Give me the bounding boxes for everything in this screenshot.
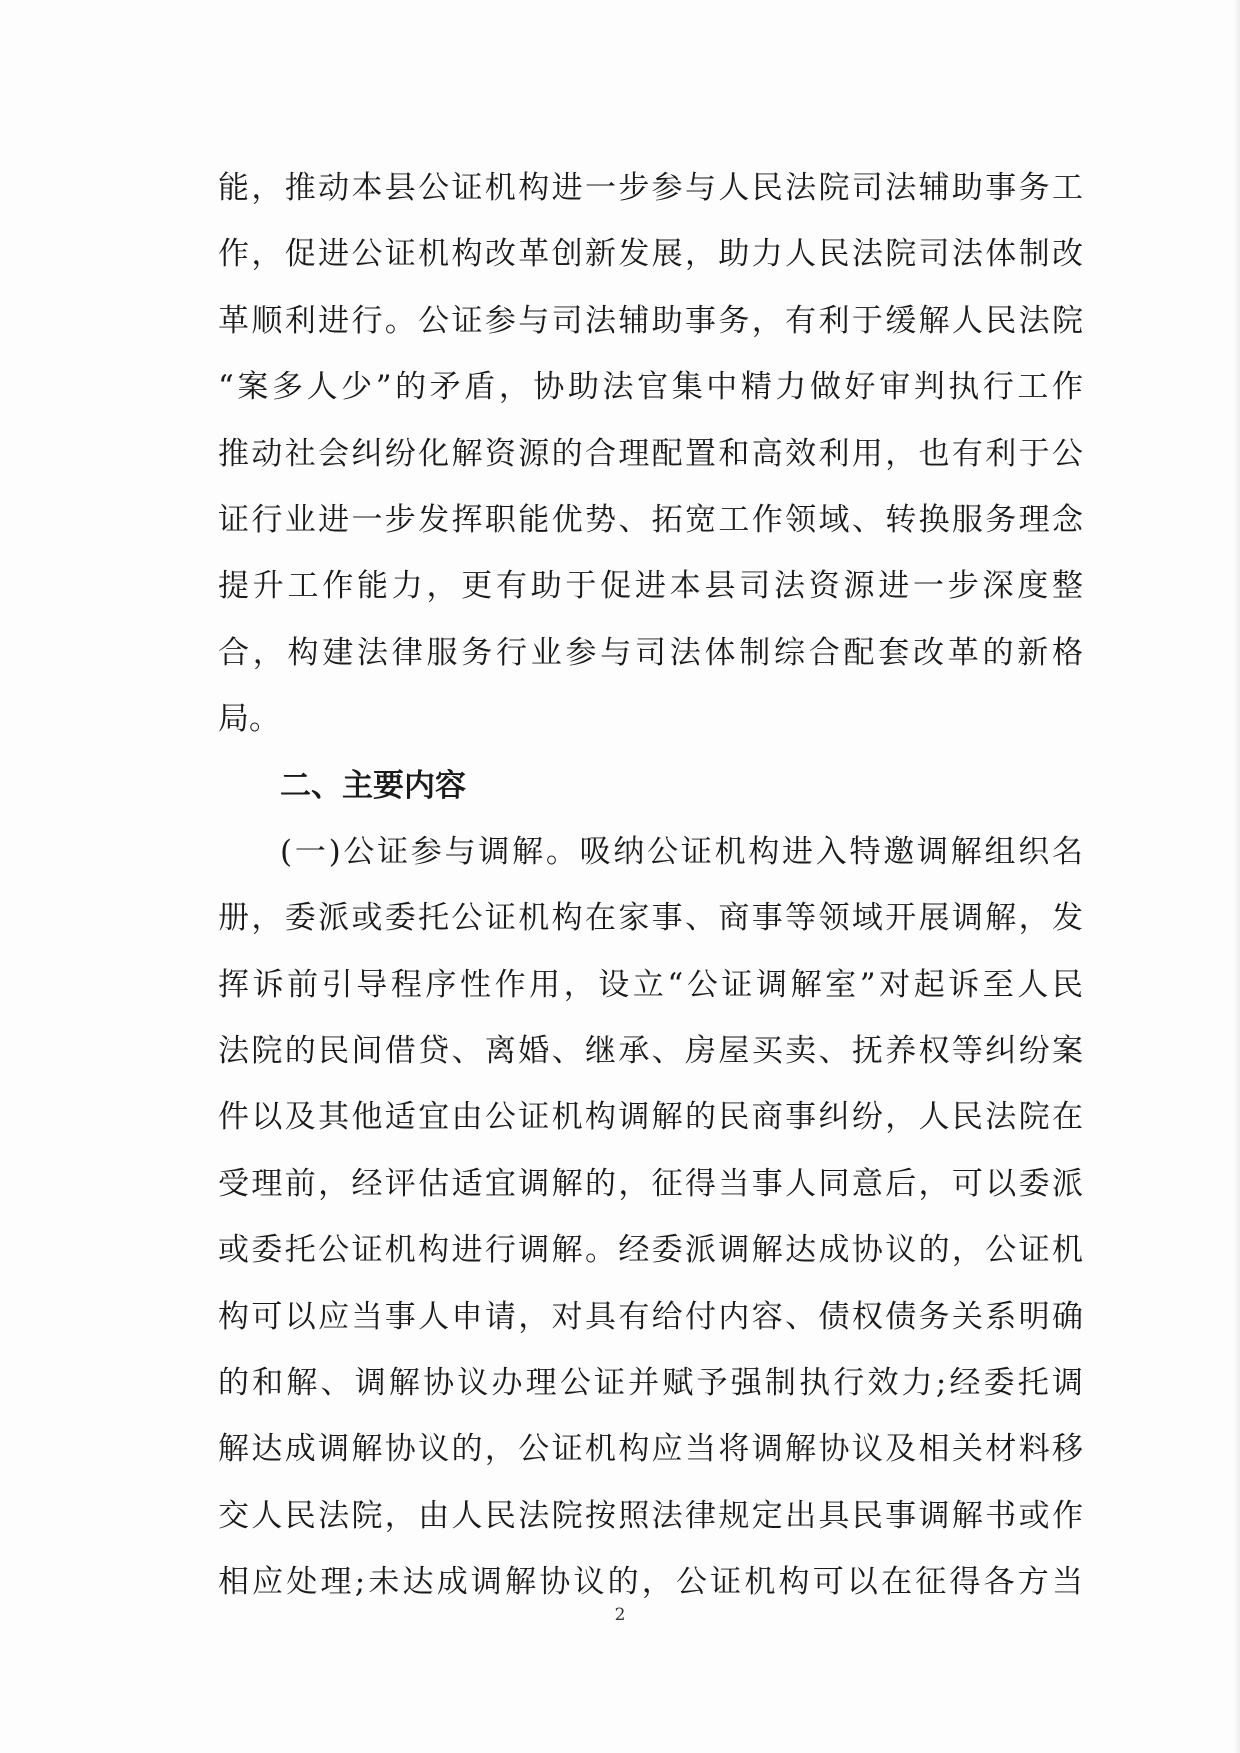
paragraph-line: 或委托公证机构进行调解。经委派调解达成协议的，公证机 bbox=[218, 1232, 1083, 1269]
paragraph-line: 册，委派或委托公证机构在家事、商事等领域开展调解，发 bbox=[218, 900, 1083, 937]
paragraph-line: 相应处理;未达成调解协议的，公证机构可以在征得各方当 bbox=[218, 1564, 1083, 1601]
paragraph-line: 推动社会纠纷化解资源的合理配置和高效利用，也有利于公 bbox=[218, 435, 1083, 472]
paragraph-line: 革顺利进行。公证参与司法辅助事务，有利于缓解人民法院 bbox=[218, 302, 1083, 339]
paragraph-line: “案多人少”的矛盾，协助法官集中精力做好审判执行工作 bbox=[218, 369, 1083, 406]
paragraph-line: 合，构建法律服务行业参与司法体制综合配套改革的新格 bbox=[218, 634, 1083, 671]
page-number: 2 bbox=[614, 1605, 626, 1625]
paragraph-line: 件以及其他适宜由公证机构调解的民商事纠纷，人民法院在 bbox=[218, 1099, 1083, 1136]
paragraph-line: 作，促进公证机构改革创新发展，助力人民法院司法体制改 bbox=[218, 236, 1083, 273]
paragraph-line: 交人民法院，由人民法院按照法律规定出具民事调解书或作 bbox=[218, 1497, 1083, 1534]
paragraph-line: 提升工作能力，更有助于促进本县司法资源进一步深度整 bbox=[218, 568, 1083, 605]
paragraph-line: 构可以应当事人申请，对具有给付内容、债权债务关系明确 bbox=[218, 1298, 1083, 1335]
scan-edge-shadow bbox=[1234, 0, 1240, 1753]
paragraph-line: 的和解、调解协议办理公证并赋予强制执行效力;经委托调 bbox=[218, 1365, 1083, 1402]
document-body bbox=[218, 155, 1083, 1616]
section-heading: 二、主要内容 bbox=[280, 767, 466, 804]
paragraph-line: 挥诉前引导程序性作用，设立“公证调解室”对起诉至人民 bbox=[218, 966, 1083, 1003]
paragraph-line: 证行业进一步发挥职能优势、拓宽工作领域、转换服务理念 bbox=[218, 501, 1083, 538]
paragraph-line: 解达成调解协议的，公证机构应当将调解协议及相关材料移 bbox=[218, 1431, 1083, 1468]
paragraph-line: 能，推动本县公证机构进一步参与人民法院司法辅助事务工 bbox=[218, 170, 1083, 206]
paragraph-line: 局。 bbox=[218, 701, 280, 738]
paragraph-line: 受理前，经评估适宜调解的，征得当事人同意后，可以委派 bbox=[218, 1165, 1083, 1202]
paragraph-line: 法院的民间借贷、离婚、继承、房屋买卖、抚养权等纠纷案 bbox=[218, 1033, 1083, 1070]
paragraph-line: (一)公证参与调解。吸纳公证机构进入特邀调解组织名 bbox=[280, 833, 1083, 870]
